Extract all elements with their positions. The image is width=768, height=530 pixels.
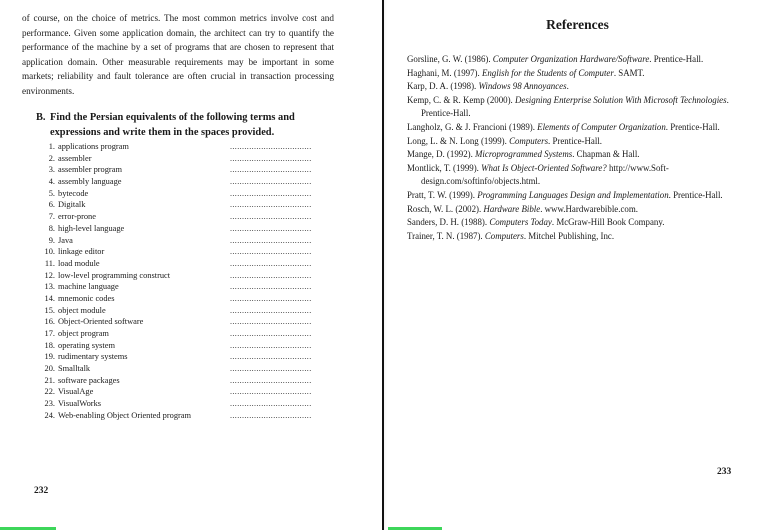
answer-blank: ..................................	[230, 387, 312, 397]
term-item	[40, 340, 312, 352]
term-number: 15.	[44, 305, 55, 315]
term-text: error-prone	[58, 212, 96, 222]
reference-entry	[407, 135, 752, 149]
reference-publisher: . Mitchel Publishing, Inc.	[523, 230, 615, 241]
term-number: 10.	[44, 247, 55, 257]
reference-publisher: .	[566, 81, 569, 92]
term-text: assembler	[58, 153, 92, 163]
term-number: 19.	[44, 352, 55, 362]
term-number: 12.	[44, 270, 55, 280]
term-text: assembly language	[58, 177, 122, 187]
reference-title: Computers	[484, 230, 524, 241]
term-list	[40, 141, 312, 422]
term-number: 16.	[44, 317, 55, 327]
answer-blank: ..................................	[230, 247, 312, 257]
term-number: 21.	[44, 375, 55, 385]
reference-author-year: Trainer, T. N. (1987).	[407, 230, 485, 241]
term-text: Smalltalk	[58, 364, 91, 374]
reference-publisher: . Prentice-Hall.	[421, 94, 729, 119]
reference-author-year: Sanders, D. H. (1988).	[407, 217, 490, 228]
term-text: Object-Oriented software	[58, 317, 144, 327]
reference-author-year: Karp, D. A. (1998).	[407, 81, 479, 92]
reference-author-year: Haghani, M. (1997).	[407, 67, 482, 78]
term-number: 14.	[44, 293, 55, 303]
term-number: 7.	[48, 212, 55, 222]
term-number: 4.	[48, 177, 55, 187]
term-item	[40, 293, 312, 305]
term-item	[40, 410, 312, 422]
answer-blank: ..................................	[230, 177, 312, 187]
reference-author-year: Langholz, G. & J. Francioni (1989).	[407, 121, 538, 132]
page-number-right: 233	[717, 467, 732, 477]
answer-blank: ..................................	[230, 352, 312, 362]
answer-blank: ..................................	[230, 270, 312, 280]
term-text: assembler program	[58, 165, 122, 175]
answer-blank: ..................................	[230, 399, 312, 409]
reference-entry	[407, 148, 752, 162]
answer-blank: ..................................	[230, 375, 312, 385]
left-book-page	[0, 0, 382, 530]
answer-blank: ..................................	[230, 142, 312, 151]
reference-author-year: Pratt, T. W. (1999).	[407, 189, 478, 200]
reference-publisher: . www.Hardwarebible.com.	[540, 203, 638, 214]
term-number: 13.	[44, 282, 55, 292]
reference-publisher: . Prentice-Hall.	[649, 54, 704, 64]
reference-entry	[407, 230, 752, 244]
answer-blank: ..................................	[230, 165, 312, 175]
term-text: object program	[58, 329, 109, 338]
term-item	[40, 153, 312, 165]
page-number-left: 232	[34, 486, 49, 496]
term-item	[40, 398, 312, 410]
answer-blank: ..................................	[230, 410, 312, 420]
reference-author-year: Mange, D. (1992).	[407, 149, 476, 160]
term-item	[40, 141, 312, 153]
reference-author-year: Montlick, T. (1999).	[407, 162, 482, 173]
term-number: 17.	[44, 329, 55, 338]
reference-publisher: . Chapman & Hall.	[572, 149, 640, 160]
term-item	[40, 375, 312, 387]
references-title: References	[546, 17, 609, 32]
term-text: mnemonic codes	[58, 293, 115, 303]
term-text: rudimentary systems	[58, 352, 128, 362]
reference-publisher: http://www.Soft-design.com/softinfo/objects.html.	[421, 162, 669, 187]
term-text: software packages	[58, 375, 120, 385]
answer-blank: ..................................	[230, 223, 312, 233]
answer-blank: ..................................	[230, 293, 312, 303]
reference-entry	[407, 216, 752, 230]
reference-title: Elements of Computer Organization	[537, 121, 666, 132]
answer-blank: ..................................	[230, 340, 312, 350]
term-text: machine language	[58, 282, 119, 292]
answer-blank: ..................................	[230, 235, 312, 245]
reference-title: Computer Organization Hardware/Software	[492, 54, 650, 64]
answer-blank: ..................................	[230, 153, 312, 163]
reference-title: Windows 98 Annoyances	[478, 81, 567, 92]
reference-title: What Is Object-Oriented Software?	[481, 162, 607, 173]
reference-author-year: Long, L. & N. Long (1999).	[407, 135, 510, 146]
term-item	[40, 281, 312, 293]
term-item	[40, 164, 312, 176]
reference-publisher: . Prentice-Hall.	[548, 135, 603, 146]
reference-author-year: Gorsline, G. W. (1986).	[407, 54, 493, 64]
term-text: VisualAge	[58, 387, 94, 397]
term-number: 5.	[48, 188, 55, 198]
reference-author-year: Kemp, C. & R. Kemp (2000).	[407, 94, 515, 105]
reference-entry	[407, 53, 752, 67]
term-number: 9.	[48, 235, 55, 245]
reference-entry	[407, 80, 752, 94]
references-list	[407, 53, 752, 243]
exercise-heading-line-1: Find the Persian equivalents of the following terms and	[50, 112, 295, 123]
answer-blank: ..................................	[230, 329, 312, 338]
exercise-heading-line-2: expressions and write them in the spaces provided.	[50, 127, 275, 138]
intro-paragraph: of course, on the choice of metrics. The most common metrics involve cost and performance. Given some application domain, the architect can try to quantify the performance of the machine by a set of programs that are chosen to represent that application domain. Other measurable requirements may be important in some markets; reliability and fault tolerance are often crucial in transaction processing environments.	[22, 13, 334, 96]
reference-entry	[407, 67, 752, 81]
term-item	[40, 188, 312, 200]
term-item	[40, 258, 312, 270]
reference-title: Designing Enterprise Solution With Microsoft Technologies	[514, 94, 727, 105]
reference-entry	[407, 94, 752, 121]
answer-blank: ..................................	[230, 188, 312, 198]
term-number: 20.	[44, 364, 55, 374]
answer-blank: ..................................	[230, 282, 312, 292]
reference-title: Microprogrammed Systems	[475, 149, 573, 160]
term-text: bytecode	[58, 188, 89, 198]
reference-publisher: . McGraw-Hill Book Company.	[551, 217, 665, 228]
term-item	[40, 316, 312, 328]
term-item	[40, 328, 312, 340]
answer-blank: ..................................	[230, 258, 312, 268]
answer-blank: ..................................	[230, 212, 312, 222]
reference-entry	[407, 189, 752, 203]
term-number: 2.	[48, 153, 55, 163]
answer-blank: ..................................	[230, 364, 312, 374]
reference-title: Computers Today	[489, 217, 552, 228]
term-text: Java	[58, 235, 73, 245]
term-item	[40, 246, 312, 258]
term-text: load module	[58, 258, 100, 268]
term-number: 23.	[44, 399, 55, 409]
term-text: applications program	[58, 142, 129, 151]
term-text: linkage editor	[58, 247, 105, 257]
reference-entry	[407, 203, 752, 217]
term-item	[40, 211, 312, 223]
reference-publisher: . Prentice-Hall.	[665, 121, 720, 132]
term-text: Web-enabling Object Oriented program	[58, 410, 192, 420]
reference-title: English for the Students of Computer	[481, 67, 614, 78]
reference-title: Programming Languages Design and Implementation	[477, 189, 669, 200]
reference-author-year: Rosch, W. L. (2002).	[407, 203, 484, 214]
term-number: 11.	[44, 258, 55, 268]
reference-entry	[407, 162, 752, 189]
term-item	[40, 363, 312, 375]
term-item	[40, 176, 312, 188]
reference-publisher: . SAMT.	[613, 67, 645, 78]
term-number: 22.	[44, 387, 55, 397]
term-item	[40, 386, 312, 398]
reference-title: Hardware Bible	[483, 203, 541, 214]
exercise-letter: B.	[36, 112, 46, 123]
term-text: low-level programming construct	[58, 270, 171, 280]
exercise-b-heading	[36, 110, 332, 140]
answer-blank: ..................................	[230, 200, 312, 210]
answer-blank: ..................................	[230, 317, 312, 327]
reference-entry	[407, 121, 752, 135]
term-item	[40, 235, 312, 247]
term-text: Digitalk	[58, 200, 86, 210]
answer-blank: ..................................	[230, 305, 312, 315]
term-item	[40, 199, 312, 211]
term-item	[40, 223, 312, 235]
right-book-page	[387, 0, 768, 530]
term-number: 18.	[44, 340, 55, 350]
term-number: 1.	[48, 142, 55, 151]
term-item	[40, 305, 312, 317]
term-text: high-level language	[58, 223, 125, 233]
term-text: VisualWorks	[58, 399, 102, 409]
term-text: object module	[58, 305, 106, 315]
term-number: 8.	[48, 223, 55, 233]
term-text: operating system	[58, 340, 115, 350]
term-item	[40, 270, 312, 282]
term-item	[40, 351, 312, 363]
reference-title: Computers	[509, 135, 549, 146]
term-number: 3.	[48, 165, 55, 175]
term-number: 24.	[44, 410, 55, 420]
reference-publisher: . Prentice-Hall.	[668, 189, 723, 200]
term-number: 6.	[48, 200, 55, 210]
